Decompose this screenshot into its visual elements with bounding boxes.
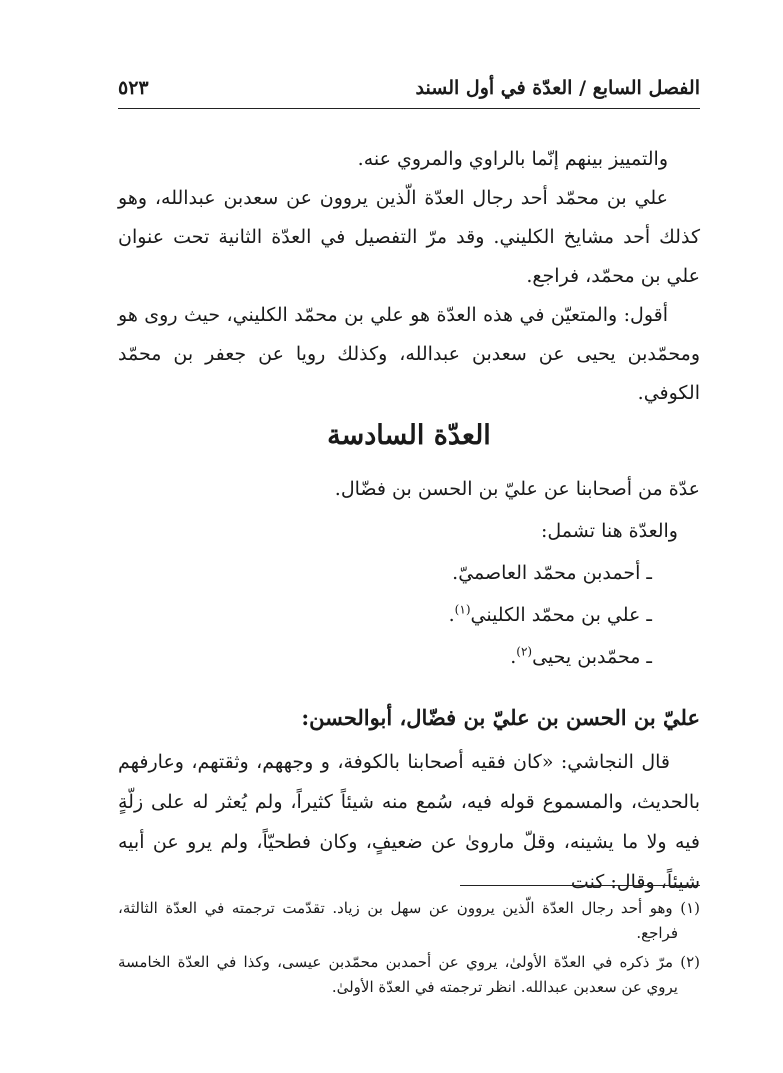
section-title: العدّة السادسة [327, 420, 491, 451]
member-name: ـ أحمدبن محمّد العاصميّ. [452, 562, 652, 584]
member-item [118, 552, 700, 594]
chapter-title: الفصل السابع / العدّة في أول السند [415, 77, 700, 99]
member-name: ـ محمّدبن يحيى [532, 646, 652, 668]
paragraph: أقول: والمتعيّن في هذه العدّة هو علي بن محمّد الكليني، حيث روى هو ومحمّدبن يحيى عن سعدبن عبدالله، وكذلك رويا عن جعفر بن محمّد الكوفي. [118, 304, 700, 404]
group-intro: عدّة من أصحابنا عن عليّ بن الحسن بن فضّال. [334, 478, 700, 500]
paragraph: علي بن محمّد أحد رجال العدّة الّذين يروون عن سعدبن عبدالله، وهو كذلك أحد مشايخ الكليني. وقد مرّ التفصيل في العدّة الثانية تحت عنوان علي بن محمّد، فراجع. [118, 187, 700, 287]
page-number: ٥٢٣ [118, 77, 149, 99]
group-members [118, 468, 700, 678]
book-page [118, 0, 700, 1073]
member-list [118, 552, 700, 678]
biography [118, 698, 700, 902]
footnote: (٢) مرّ ذكره في العدّة الأولىٰ، يروي عن أحمدبن محمّدبن عيسى، وكذا في العدّة الخامسة يروي عن سعدبن عبدالله. انظر ترجمته في العدّة الأولىٰ. [118, 953, 700, 996]
body-text [118, 140, 700, 413]
member-name: ـ علي بن محمّد الكليني [470, 604, 652, 626]
member-item: ـ علي بن محمّد الكليني$^{(١)}$. [448, 602, 652, 626]
header-divider [118, 108, 700, 109]
footnotes [118, 896, 700, 1004]
biography-heading: عليّ بن الحسن بن عليّ بن فضّال، أبوالحسن: [301, 705, 700, 730]
footnote-marker[interactable]: (٢) [516, 644, 533, 659]
paragraph: والتمييز بينهم إنّما بالراوي والمروي عنه. [357, 148, 668, 170]
running-header [118, 72, 700, 104]
footnote-divider [460, 885, 700, 886]
footnote: (١) وهو أحد رجال العدّة الّذين يروون عن سهل بن زياد. تقدّمت ترجمته في العدّة الثالثة، فراجع. [118, 899, 700, 942]
footnote-marker[interactable]: (١) [454, 602, 471, 617]
biography-text: قال النجاشي: «كان فقيه أصحابنا بالكوفة، و وجههم، وثقتهم، وعارفهم بالحديث، والمسموع قوله فيه، سُمع منه شيئاً كثيراً، ولم يُعثر له على زلّةٍ فيه ولا ما يشينه، وقلّ ماروىٰ عن ضعيفٍ، وكان فطحيّاً، ولم يرو عن أبيه شيئاً، وقال: كنت [118, 751, 700, 893]
group-includes-label: والعدّة هنا تشمل: [541, 520, 678, 542]
member-item: ـ محمّدبن يحيى$^{(٢)}$. [510, 644, 652, 668]
